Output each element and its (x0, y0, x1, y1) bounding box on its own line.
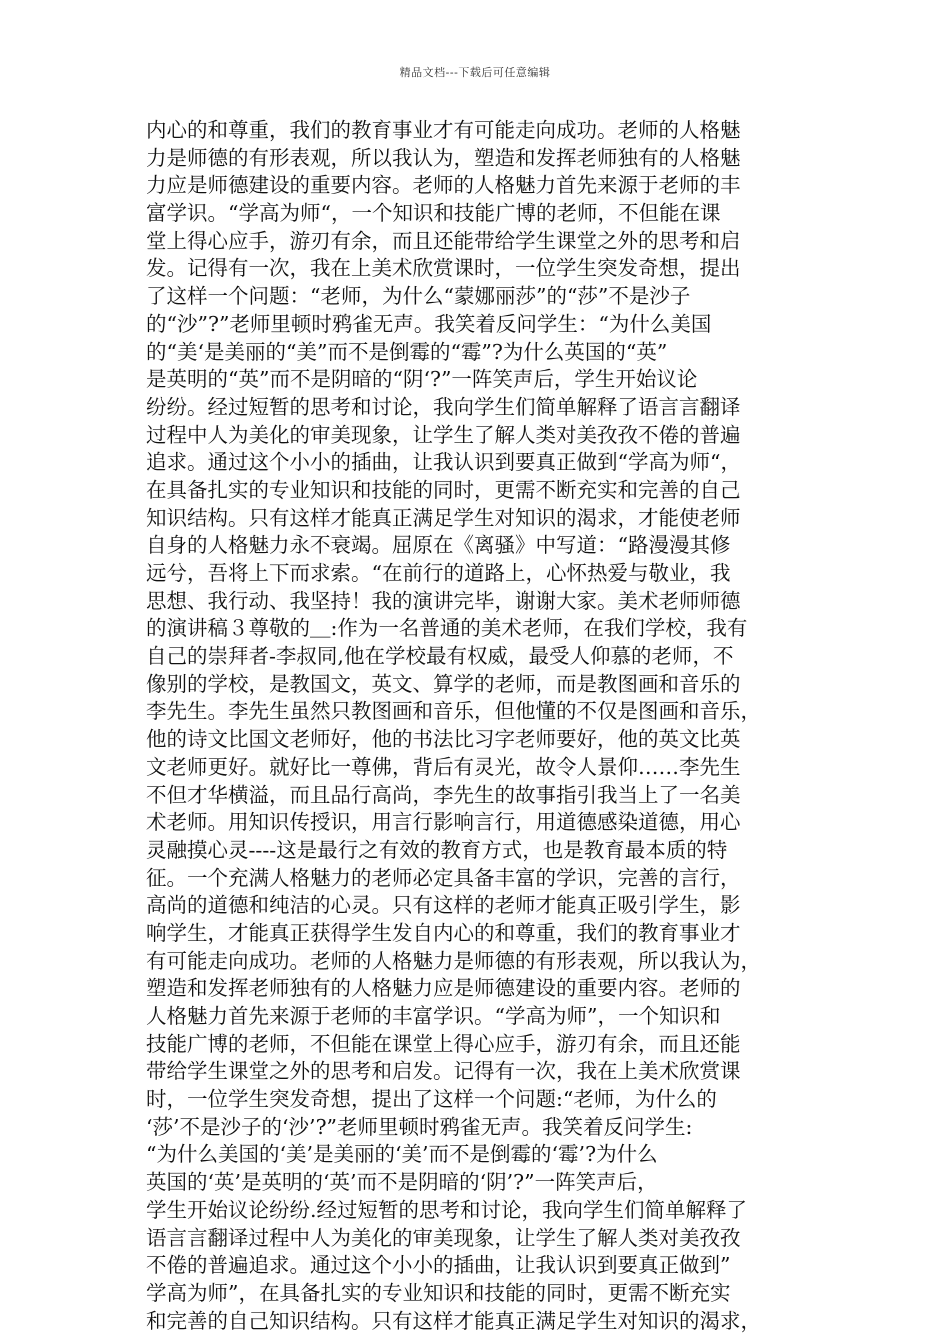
text-line: 他的诗文比国文老师好，他的书法比习字老师要好，他的英文比英 (146, 727, 741, 752)
text-line: 自己的崇拜者-李叔同,他在学校最有权威，最受人仰慕的老师，不 (146, 644, 734, 669)
text-line: 的“美‘是美丽的“美”而不是倒霉的“霉”?为什么英国的“英” (146, 339, 668, 364)
document-body (146, 117, 830, 1335)
text-line: 知识结构。只有这样才能真正满足学生对知识的渴求，才能使老师 (146, 505, 741, 530)
text-line: 语言言翻译过程中人为美化的审美现象，让学生了解人类对美孜孜 (146, 1225, 741, 1250)
text-line: 李先生。李先生虽然只教图画和音乐，但他懂的不仅是图画和音乐， (146, 699, 761, 724)
text-line: 追求。通过这个小小的插曲，让我认识到要真正做到“学高为师“， (146, 450, 741, 475)
text-line: 和完善的自己知识结构。只有这样才能真正满足学生对知识的渴求， (146, 1308, 761, 1333)
text-line: 远兮，吾将上下而求索。“在前行的道路上，心怀热爱与敬业，我 (146, 561, 731, 585)
page-header: 精品文档---下载后可任意编辑 (399, 66, 551, 79)
text-line: 塑造和发挥老师独有的人格魅力应是师德建设的重要内容。老师的 (146, 976, 741, 1001)
text-line: 不倦的普遍追求。通过这个小小的插曲，让我认识到要真正做到” (146, 1253, 731, 1278)
text-line: 高尚的道德和纯洁的心灵。只有这样的老师才能真正吸引学生，影 (146, 893, 741, 918)
text-line: ‘莎’不是沙子的‘沙’?”老师里顿时鸦雀无声。我笑着反问学生: (146, 1114, 693, 1139)
text-line: 力应是师德建设的重要内容。老师的人格魅力首先来源于老师的丰 (146, 173, 741, 198)
text-line: 技能广博的老师，不但能在课堂上得心应手，游刃有余，而且还能 (146, 1031, 741, 1056)
text-line: 纷纷。经过短暂的思考和讨论，我向学生们简单解释了语言言翻译 (146, 394, 741, 419)
text-line: “为什么美国的‘美’是美丽的‘美’而不是倒霉的‘霉’?为什么 (146, 1142, 658, 1167)
text-line: 了这样一个问题：“老师，为什么“蒙娜丽莎”的“莎”不是沙子 (146, 284, 691, 309)
text-line: 带给学生课堂之外的思考和启发。记得有一次，我在上美术欣赏课 (146, 1059, 741, 1084)
text-line: 堂上得心应手，游刃有余，而且还能带给学生课堂之外的思考和启 (146, 228, 741, 253)
text-line: 灵融摸心灵----这是最行之有效的教育方式，也是教育最本质的特 (146, 837, 728, 862)
text-line: 思想、我行动、我坚持！我的演讲完毕，谢谢大家。美术老师师德 (146, 588, 741, 613)
text-line: 文老师更好。就好比一尊佛，背后有灵光，故令人景仰……李先生 (146, 754, 741, 779)
text-line: 是英明的“英”而不是阴暗的“阴‘?”一阵笑声后，学生开始议论 (146, 367, 698, 392)
text-line: 英国的‘英’是英明的‘英’而不是阴暗的‘阴’?”一阵笑声后， (146, 1170, 658, 1195)
text-line: 征。一个充满人格魅力的老师必定具备丰富的学识，完善的言行， (146, 865, 741, 890)
text-line: 时，一位学生突发奇想，提出了这样一个问题:“老师，为什么的 (146, 1087, 717, 1112)
text-line: 术老师。用知识传授识，用言行影响言行，用道德感染道德，用心 (146, 810, 741, 835)
text-line: 响学生，才能真正获得学生发自内心的和尊重，我们的教育事业才 (146, 920, 741, 945)
text-line: 学生开始议论纷纷.经过短暂的思考和讨论，我向学生们简单解释了 (146, 1197, 748, 1222)
text-line: 有可能走向成功。老师的人格魅力是师德的有形表观，所以我认为， (146, 948, 761, 973)
text-line: 内心的和尊重，我们的教育事业才有可能走向成功。老师的人格魅 (146, 118, 741, 142)
text-line: 的演讲稿３尊敬的＿:作为一名普通的美术老师，在我们学校，我有 (146, 616, 748, 641)
text-line: 在具备扎实的专业知识和技能的同时，更需不断充实和完善的自己 (146, 477, 741, 502)
text-line: 过程中人为美化的审美现象，让学生了解人类对美孜孜不倦的普遍 (146, 422, 741, 447)
text-line: 的“沙”?”老师里顿时鸦雀无声。我笑着反问学生：“为什么美国 (146, 311, 712, 336)
text-line: 像别的学校，是教国文，英文、算学的老师，而是教图画和音乐的 (146, 671, 741, 696)
text-line: 发。记得有一次，我在上美术欣赏课时，一位学生突发奇想，提出 (146, 256, 741, 281)
text-line: 人格魅力首先来源于老师的丰富学识。“学高为师”，一个知识和 (146, 1004, 721, 1028)
text-line: 学高为师”，在具备扎实的专业知识和技能的同时，更需不断充实 (146, 1280, 731, 1305)
text-line: 富学识。“学高为师“，一个知识和技能广博的老师，不但能在课 (146, 201, 721, 226)
text-line: 自身的人格魅力永不衰竭。屈原在《离骚》中写道：“路漫漫其修 (146, 533, 731, 558)
text-line: 不但才华横溢，而且品行高尚，李先生的故事指引我当上了一名美 (146, 782, 741, 807)
text-line: 力是师德的有形表观，所以我认为，塑造和发挥老师独有的人格魅 (146, 145, 741, 170)
